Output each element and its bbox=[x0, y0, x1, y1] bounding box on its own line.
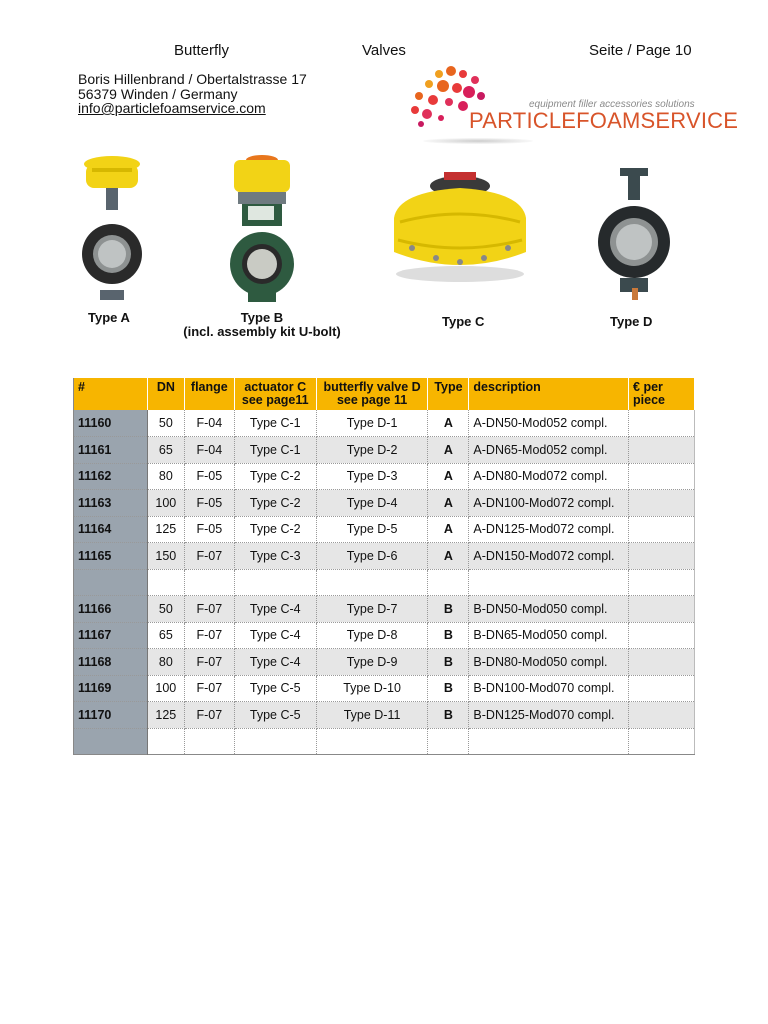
col-header-description: description bbox=[469, 378, 629, 410]
cell-flange: F-07 bbox=[184, 649, 234, 676]
cell-number: 11170 bbox=[74, 702, 148, 729]
cell-price bbox=[629, 516, 695, 543]
logo-tagline: equipment filler accessories solutions bbox=[529, 99, 695, 110]
cell-type: A bbox=[428, 543, 469, 570]
cell-empty bbox=[184, 569, 234, 596]
cell-actuator: Type C-2 bbox=[234, 463, 316, 490]
cell-type: A bbox=[428, 410, 469, 437]
cell-type: A bbox=[428, 463, 469, 490]
cell-actuator: Type C-4 bbox=[234, 622, 316, 649]
cell-flange: F-05 bbox=[184, 490, 234, 517]
table-row bbox=[74, 463, 695, 490]
table-row bbox=[74, 702, 695, 729]
cell-price bbox=[629, 622, 695, 649]
cell-description: B-DN100-Mod070 compl. bbox=[469, 675, 629, 702]
cell-type: B bbox=[428, 596, 469, 623]
cell-valve: Type D-9 bbox=[316, 649, 428, 676]
cell-actuator: Type C-4 bbox=[234, 649, 316, 676]
cell-dn: 125 bbox=[147, 702, 184, 729]
cell-description: A-DN65-Mod052 compl. bbox=[469, 437, 629, 464]
cell-flange: F-07 bbox=[184, 596, 234, 623]
cell-actuator: Type C-2 bbox=[234, 490, 316, 517]
cell-flange: F-07 bbox=[184, 622, 234, 649]
cell-valve: Type D-3 bbox=[316, 463, 428, 490]
cell-empty bbox=[629, 728, 695, 755]
caption-type-d: Type D bbox=[610, 314, 653, 329]
cell-number bbox=[74, 569, 148, 596]
col-header-price: € per piece bbox=[629, 378, 695, 410]
cell-dn: 150 bbox=[147, 543, 184, 570]
valve-price-table bbox=[73, 378, 695, 755]
cell-empty bbox=[469, 728, 629, 755]
cell-type: B bbox=[428, 675, 469, 702]
cell-number: 11164 bbox=[74, 516, 148, 543]
cell-description: B-DN125-Mod070 compl. bbox=[469, 702, 629, 729]
cell-empty bbox=[469, 569, 629, 596]
cell-type: A bbox=[428, 490, 469, 517]
header-middle: Valves bbox=[362, 42, 406, 59]
table-row bbox=[74, 410, 695, 437]
table-row bbox=[74, 490, 695, 517]
cell-valve: Type D-10 bbox=[316, 675, 428, 702]
col-header-butterfly-valve: butterfly valve D see page 11 bbox=[316, 378, 428, 410]
cell-description: B-DN65-Mod050 compl. bbox=[469, 622, 629, 649]
cell-valve: Type D-8 bbox=[316, 622, 428, 649]
table-row bbox=[74, 675, 695, 702]
valve-type-b-image bbox=[228, 152, 296, 304]
cell-empty bbox=[147, 728, 184, 755]
caption-type-a: Type A bbox=[88, 310, 130, 325]
cell-flange: F-04 bbox=[184, 410, 234, 437]
cell-flange: F-07 bbox=[184, 702, 234, 729]
col-header-actuator: actuator C see page11 bbox=[234, 378, 316, 410]
cell-number: 11161 bbox=[74, 437, 148, 464]
cell-actuator: Type C-5 bbox=[234, 702, 316, 729]
header-left: Butterfly bbox=[174, 42, 230, 59]
cell-flange: F-07 bbox=[184, 675, 234, 702]
col-header-number: # bbox=[74, 378, 148, 410]
cell-flange: F-05 bbox=[184, 463, 234, 490]
cell-number: 11163 bbox=[74, 490, 148, 517]
cell-valve: Type D-6 bbox=[316, 543, 428, 570]
cell-valve: Type D-2 bbox=[316, 437, 428, 464]
cell-actuator: Type C-4 bbox=[234, 596, 316, 623]
cell-price bbox=[629, 437, 695, 464]
cell-price bbox=[629, 675, 695, 702]
cell-dn: 125 bbox=[147, 516, 184, 543]
cell-dn: 100 bbox=[147, 490, 184, 517]
cell-description: A-DN150-Mod072 compl. bbox=[469, 543, 629, 570]
table-row bbox=[74, 622, 695, 649]
table-row bbox=[74, 516, 695, 543]
cell-price bbox=[629, 463, 695, 490]
cell-flange: F-05 bbox=[184, 516, 234, 543]
cell-valve: Type D-11 bbox=[316, 702, 428, 729]
cell-price bbox=[629, 490, 695, 517]
cell-valve: Type D-4 bbox=[316, 490, 428, 517]
valve-type-d-image bbox=[596, 166, 672, 304]
cell-dn: 50 bbox=[147, 410, 184, 437]
table-row bbox=[74, 596, 695, 623]
cell-type: A bbox=[428, 516, 469, 543]
cell-number: 11165 bbox=[74, 543, 148, 570]
cell-dn: 80 bbox=[147, 463, 184, 490]
table-row-spacer bbox=[74, 728, 695, 755]
cell-type: B bbox=[428, 649, 469, 676]
table-row bbox=[74, 437, 695, 464]
cell-description: A-DN100-Mod072 compl. bbox=[469, 490, 629, 517]
cell-number: 11160 bbox=[74, 410, 148, 437]
col-header-dn: DN bbox=[147, 378, 184, 410]
cell-actuator: Type C-2 bbox=[234, 516, 316, 543]
col-header-flange: flange bbox=[184, 378, 234, 410]
cell-valve: Type D-1 bbox=[316, 410, 428, 437]
cell-dn: 50 bbox=[147, 596, 184, 623]
cell-description: B-DN50-Mod050 compl. bbox=[469, 596, 629, 623]
cell-description: A-DN125-Mod072 compl. bbox=[469, 516, 629, 543]
caption-type-b-note: (incl. assembly kit U-bolt) bbox=[183, 324, 341, 339]
caption-type-b: Type B bbox=[240, 310, 284, 325]
logo-brand-name: PARTICLEFOAMSERVICE bbox=[469, 108, 739, 133]
cell-description: A-DN80-Mod072 compl. bbox=[469, 463, 629, 490]
page-number: Seite / Page 10 bbox=[589, 42, 692, 59]
cell-empty bbox=[629, 569, 695, 596]
cell-price bbox=[629, 596, 695, 623]
cell-description: B-DN80-Mod050 compl. bbox=[469, 649, 629, 676]
cell-number: 11168 bbox=[74, 649, 148, 676]
cell-empty bbox=[428, 728, 469, 755]
cell-dn: 65 bbox=[147, 622, 184, 649]
cell-actuator: Type C-1 bbox=[234, 410, 316, 437]
table-row bbox=[74, 649, 695, 676]
col-header-type: Type bbox=[428, 378, 469, 410]
cell-empty bbox=[234, 728, 316, 755]
cell-price bbox=[629, 410, 695, 437]
cell-valve: Type D-5 bbox=[316, 516, 428, 543]
cell-dn: 65 bbox=[147, 437, 184, 464]
cell-number: 11166 bbox=[74, 596, 148, 623]
cell-actuator: Type C-3 bbox=[234, 543, 316, 570]
cell-description: A-DN50-Mod052 compl. bbox=[469, 410, 629, 437]
cell-type: B bbox=[428, 702, 469, 729]
caption-type-c: Type C bbox=[442, 314, 485, 329]
cell-type: A bbox=[428, 437, 469, 464]
cell-number: 11162 bbox=[74, 463, 148, 490]
cell-flange: F-07 bbox=[184, 543, 234, 570]
cell-flange: F-04 bbox=[184, 437, 234, 464]
actuator-type-c-image bbox=[384, 166, 536, 286]
cell-actuator: Type C-5 bbox=[234, 675, 316, 702]
cell-empty bbox=[428, 569, 469, 596]
cell-valve: Type D-7 bbox=[316, 596, 428, 623]
cell-empty bbox=[316, 569, 428, 596]
cell-number: 11169 bbox=[74, 675, 148, 702]
cell-type: B bbox=[428, 622, 469, 649]
cell-number: 11167 bbox=[74, 622, 148, 649]
cell-number bbox=[74, 728, 148, 755]
cell-dn: 100 bbox=[147, 675, 184, 702]
cell-empty bbox=[184, 728, 234, 755]
table-row-spacer bbox=[74, 569, 695, 596]
cell-empty bbox=[147, 569, 184, 596]
cell-price bbox=[629, 649, 695, 676]
cell-dn: 80 bbox=[147, 649, 184, 676]
table-header-row bbox=[74, 378, 695, 410]
address-line-1: Boris Hillenbrand / Obertalstrasse 17 bbox=[78, 71, 307, 87]
cell-price bbox=[629, 702, 695, 729]
cell-empty bbox=[234, 569, 316, 596]
cell-price bbox=[629, 543, 695, 570]
email-link[interactable]: info@particlefoamservice.com bbox=[78, 100, 266, 116]
cell-empty bbox=[316, 728, 428, 755]
address-line-2: 56379 Winden / Germany bbox=[78, 86, 238, 102]
valve-type-a-image bbox=[78, 154, 146, 306]
table-row bbox=[74, 543, 695, 570]
cell-actuator: Type C-1 bbox=[234, 437, 316, 464]
